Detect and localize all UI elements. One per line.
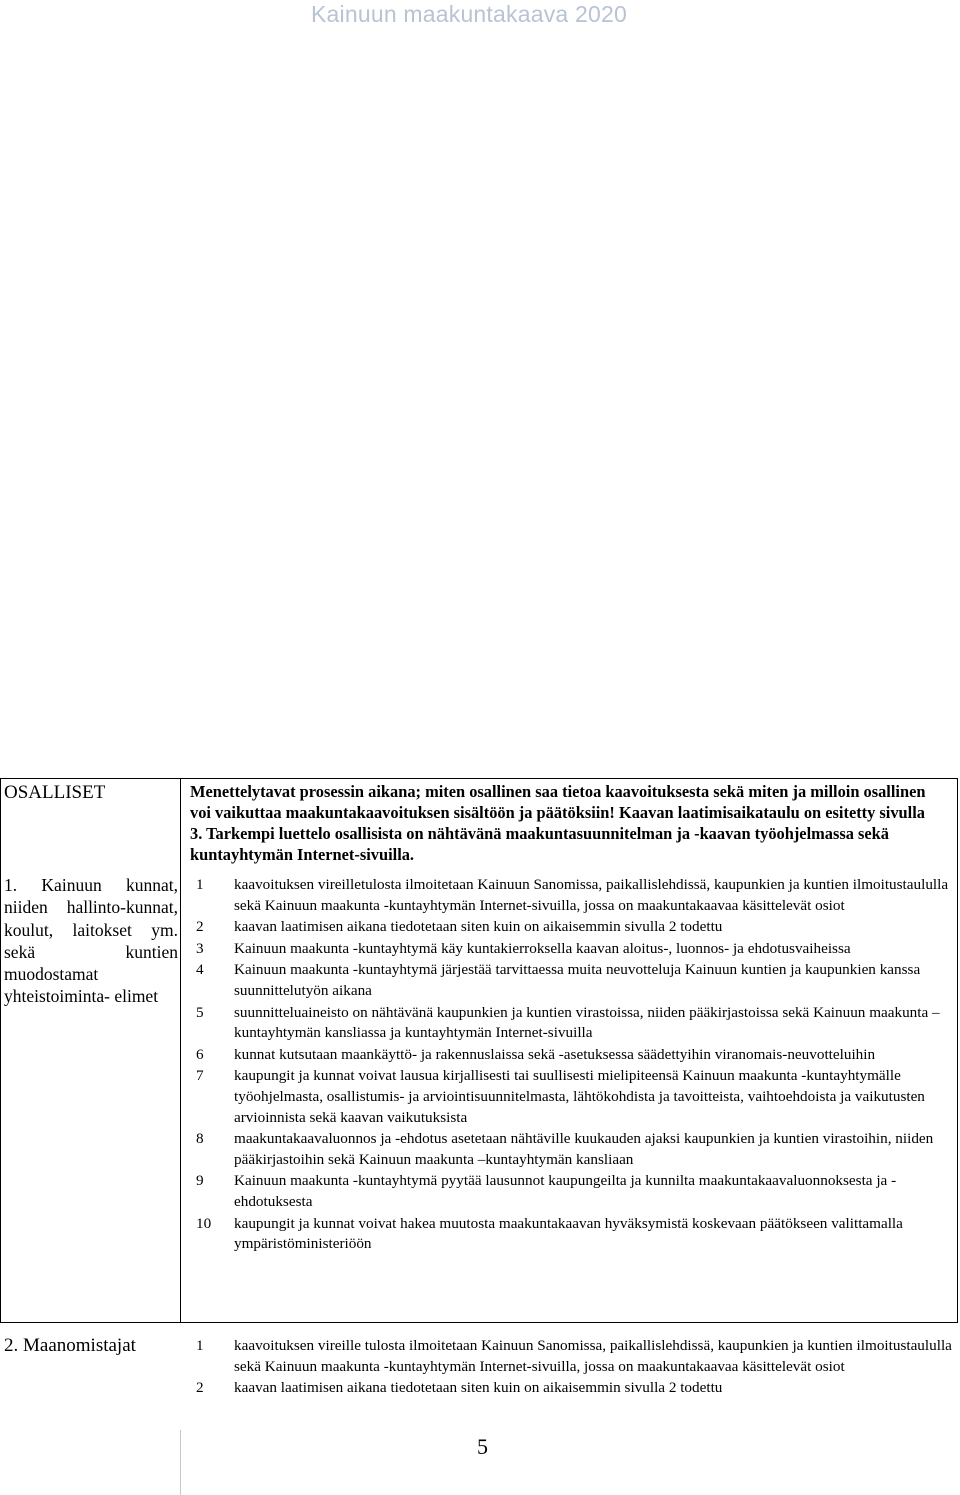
step-number: 10 xyxy=(196,1214,212,1232)
table-left-border xyxy=(0,778,1,1323)
step-text: Kainuun maakunta -kuntayhtymä pyytää lausunnot kaupungeilta ja kunnilta maakuntakaavaluonnoksesta ja -ehdotuksesta xyxy=(234,1172,897,1210)
step-number: 1 xyxy=(196,876,204,893)
page-number: 5 xyxy=(477,1434,488,1459)
step-text: kunnat kutsutaan maankäyttö- ja rakennuslaissa sekä -asetuksessa säädettyihin viranomais-neuvotteluihin xyxy=(234,1045,876,1063)
list-item xyxy=(190,960,952,1001)
list-item xyxy=(190,939,952,960)
list-item xyxy=(190,1066,952,1128)
step-text: maakuntakaavaluonnos ja -ehdotus asetetaan nähtäville kuukauden ajaksi kaupunkien ja kuntien virastoihin, niiden pääkirjastoihin sekä Kainuun maakunta –kuntayhtymän kansliaan xyxy=(234,1130,934,1168)
procedures-intro-text: Menettelytavat prosessin aikana; miten osallinen saa tietoa kaavoituksesta sekä miten ja milloin osallinen voi vaikuttaa maakuntakaavoituksen sisältöön ja päätöksiin! Kaavan laatimisaikataulu on esitetty sivulla 3. Tarkempi luettelo osallisista on nähtävänä maakuntasuunnitelman ja -kaavan työohjelmassa sekä kuntayhtymän Internet-sivuilla. xyxy=(190,782,926,864)
step-number: 5 xyxy=(196,1003,204,1021)
step-number: 2 xyxy=(196,918,204,936)
step-text: kaupungit ja kunnat voivat hakea muutosta maakuntakaavan hyväksymistä koskevaan päätökseen valittamalla ympäristöministeriöön xyxy=(234,1214,903,1253)
list-item xyxy=(190,875,952,916)
step-text: kaavoituksen vireille tulosta ilmoitetaan Kainuun Sanomissa, paikallislehdissä, kaupunkien ja kuntien ilmoitustaululla sekä Kainuun maakunta -kuntayhtymän Internet-sivuilla, jossa on maakuntakaavaa käsittelevät osiot xyxy=(234,1337,952,1375)
table-column-divider xyxy=(180,778,181,1323)
step-number: 9 xyxy=(196,1172,204,1190)
list-item xyxy=(190,1214,952,1255)
table-row-divider xyxy=(0,1322,958,1323)
step-text: kaavan laatimisen aikana tiedotetaan siten kuin on aikaisemmin sivulla 2 todettu xyxy=(234,1379,723,1397)
step-text: Kainuun maakunta -kuntayhtymä järjestää tarvittaessa muita neuvotteluja Kainuun kuntien ja kaupunkien kanssa suunnittelutyön aikana xyxy=(234,961,921,999)
group1-step-list xyxy=(190,875,952,1256)
step-text: kaupungit ja kunnat voivat lausua kirjallisesti tai suullisesti mielipiteensä Kainuun maakunta -kuntayhtymälle työohjelmasta, osallistumis- ja arviointisuunnitelmasta, lähtökohdista ja tavoitteista, vaihtoehdoista ja vaikutusten arvioinnista sekä kaavan vaikutuksista xyxy=(234,1067,925,1126)
column-heading-osalliset: OSALLISET xyxy=(4,782,106,803)
group-label-kunnat: 1. Kainuun kunnat, niiden hallinto-kunnat, koulut, laitokset ym. sekä kuntien muodostamat yhteistoiminta- elimet xyxy=(4,875,178,1007)
list-item xyxy=(190,1129,952,1170)
step-number: 1 xyxy=(196,1337,204,1354)
step-number: 2 xyxy=(196,1379,204,1397)
table-column-divider-lower xyxy=(180,1430,181,1495)
step-number: 7 xyxy=(196,1067,204,1085)
group2-step-list xyxy=(190,1336,952,1400)
list-item xyxy=(190,1045,952,1066)
group-label-maanomistajat: 2. Maanomistajat xyxy=(4,1335,136,1356)
list-item xyxy=(190,917,952,938)
list-item xyxy=(190,1336,952,1377)
step-text: Kainuun maakunta -kuntayhtymä käy kuntakierroksella kaavan aloitus-, luonnos- ja ehdotusvaiheissa xyxy=(234,939,851,957)
step-text: suunnitteluaineisto on nähtävänä kaupunkien ja kuntien virastoissa, niiden pääkirjastoissa sekä Kainuun maakunta –kuntayhtymän kansliassa ja kuntayhtymän Internet-sivuilla xyxy=(234,1003,940,1042)
list-item xyxy=(190,1003,952,1044)
running-header-title: Kainuun maakuntakaava 2020 xyxy=(311,1,627,27)
list-item xyxy=(190,1171,952,1212)
table-top-border xyxy=(0,778,958,779)
step-number: 4 xyxy=(196,961,204,979)
table-right-border xyxy=(957,778,958,1323)
step-text: kaavoituksen vireilletulosta ilmoitetaan Kainuun Sanomissa, paikallislehdissä, kaupunkien ja kuntien ilmoitustaululla sekä Kainuun maakunta -kuntayhtymän Internet-sivuilla, jossa on maakuntakaavaa käsittelevät osiot xyxy=(234,876,949,914)
step-number: 3 xyxy=(196,939,204,957)
step-number: 8 xyxy=(196,1130,204,1148)
list-item xyxy=(190,1378,952,1399)
step-number: 6 xyxy=(196,1045,204,1063)
step-text: kaavan laatimisen aikana tiedotetaan siten kuin on aikaisemmin sivulla 2 todettu xyxy=(234,918,723,936)
